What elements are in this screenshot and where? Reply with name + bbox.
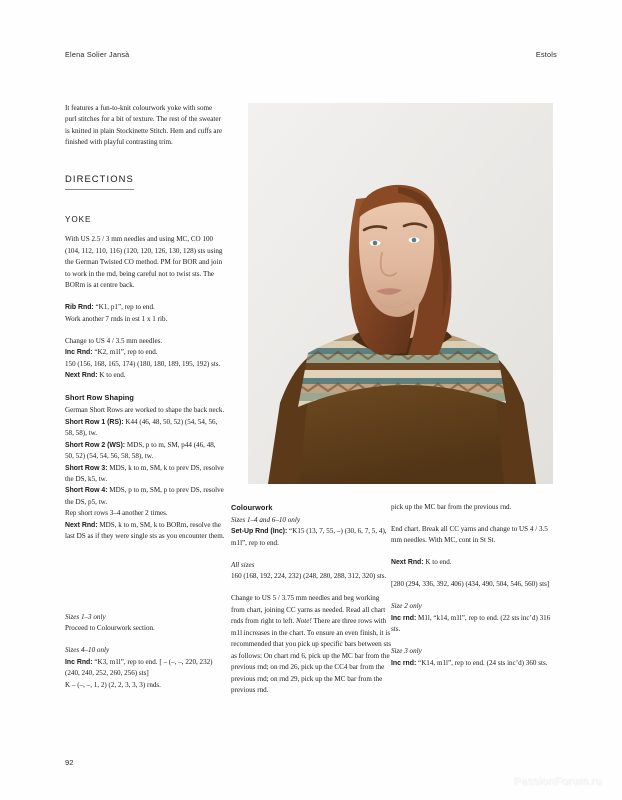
yoke-heading: YOKE xyxy=(65,215,92,225)
spacer xyxy=(391,569,556,580)
spacer xyxy=(391,591,556,602)
spacer xyxy=(231,583,391,594)
size-2-label: Size 2 only xyxy=(391,602,422,611)
running-header xyxy=(65,50,557,59)
colourwork-next-rnd-text: K to end. xyxy=(423,558,452,567)
sizes-4-10-inc-line xyxy=(65,657,225,680)
yoke-paragraph-1: With US 2.5 / 3 mm needles and using MC, CO 100 (104, 112, 110, 116) (120, 120, 126, 130, 128) sts using the German Twisted CO method. PM for BOR and join to work in the rnd, being careful not to twist sts. The BORm is at centre back. xyxy=(65,235,223,290)
short-row-1-text: K44 (46, 48, 50, 52) (54, 54, 56, 58, 58), tw. xyxy=(65,417,218,438)
short-row-3-text: MDS, k to m, SM, k to prev DS, resolve the DS, k5, tw. xyxy=(65,463,224,483)
short-row-2-text: MDS, p to m, SM, p44 (46, 48, 50, 52) (54, 54, 56, 58, 58), tw. xyxy=(65,440,216,461)
inc-rnd-text: “K2, m1l”, rep to end. xyxy=(92,348,158,357)
size-3-label: Size 3 only xyxy=(391,647,422,656)
header-pattern-name: Estols xyxy=(535,50,557,59)
change-needles-line: Change to US 4 / 3.5 mm needles. xyxy=(65,336,163,345)
colourwork-sizes-subset-label: Sizes 1–4 and 6–10 only xyxy=(231,515,300,524)
right-column xyxy=(391,502,556,669)
inc-counts-line: 150 (156, 168, 165, 174) (180, 180, 189, 195, 192) sts. xyxy=(65,359,221,368)
model-photo xyxy=(248,103,553,484)
chart-paragraph xyxy=(231,593,391,696)
yoke-next-rnd-line xyxy=(65,370,225,381)
intro-paragraph: It features a fun-to-knit colourwork yoke with some purl stitches for a bit of texture. The rest of the sweater is knitted in plain Stockinette Stitch. Hem and cuffs are finished with playful contrasting trim. xyxy=(65,104,223,147)
left-lower-offset-spacer xyxy=(65,502,225,612)
spacer xyxy=(65,292,225,303)
watermark: PassionForum.ru xyxy=(513,776,602,788)
directions-heading-wrap xyxy=(65,171,225,190)
sizes-1-3-label: Sizes 1–3 only xyxy=(65,613,106,621)
size-2-inc-label: Inc rnd: xyxy=(391,614,417,622)
colourwork-heading: Colourwork xyxy=(231,503,273,512)
sizes-4-10-inc-text: “K3, m1l”, rep to end. [ – (–, –, 220, 232) (240, 240, 252, 260, 256) sts] xyxy=(65,657,213,678)
short-row-shaping-heading: Short Row Shaping xyxy=(65,393,134,403)
short-row-next-rnd-text: MDS, k to m, SM, k to BORm, resolve the last DS as if they were single sts as you encounter them. xyxy=(65,520,225,541)
all-sizes-label: All sizes xyxy=(231,560,255,569)
spacer xyxy=(65,382,225,393)
spacer xyxy=(231,549,391,560)
short-row-rep-line: Rep short rows 3–4 another 2 times. xyxy=(65,509,168,518)
size-2-inc-text: M1l, “k14, m1l”, rep to end. (22 sts inc’d) 316 sts. xyxy=(391,613,551,634)
yoke-next-rnd-text: K to end. xyxy=(97,371,126,380)
all-sizes-counts: 160 (168, 192, 224, 232) (248, 280, 288, 312, 320) sts. xyxy=(231,572,387,581)
short-row-4-label: Short Row 4: xyxy=(65,487,108,495)
inc-rnd-line xyxy=(65,347,225,358)
yoke-next-rnd-label: Next Rnd: xyxy=(65,372,98,380)
setup-rnd-label: Set-Up Rnd (Inc): xyxy=(231,528,288,536)
spacer xyxy=(391,547,556,558)
colourwork-next-rnd xyxy=(391,557,556,568)
middle-column xyxy=(231,502,391,697)
chart-paragraph-text: Change to US 5 / 3.75 mm needles and beg working from chart, joining CC yarns as needed. Read all chart rnds from right to left. xyxy=(231,594,386,626)
chart-note-text: There are three rows with m1l increases in the chart. To ensure an even finish, it is recommended that you pick up specific bars between sts as follows: On chart rnd 6, pick up the MC bar from the previous rnd; on rnd 26, pick up the CC4 bar from the previous rnd; on rnd 29, pick up the MC bar from the previous rnd. xyxy=(231,617,391,695)
spacer xyxy=(65,325,225,336)
setup-rnd-text: “K15 (13, 7, 55, –) (30, 6, 7, 5, 4), m1l”, rep to end. xyxy=(231,527,387,547)
header-author: Elena Solier Jansà xyxy=(65,50,130,59)
spacer xyxy=(391,513,556,524)
short-row-intro: German Short Rows are worked to shape the back neck. xyxy=(65,406,225,415)
model-photo-illustration xyxy=(248,103,553,484)
page-number: 92 xyxy=(65,758,74,767)
rib-rnd-follow: Work another 7 rnds in est 1 x 1 rib. xyxy=(65,314,168,323)
left-column-upper xyxy=(65,103,225,543)
short-row-4-text: MDS, p to m, SM, p to prev DS, resolve the DS, p5, tw. xyxy=(65,486,224,506)
short-row-next-rnd-label: Next Rnd: xyxy=(65,521,98,529)
colourwork-next-rnd-label: Next Rnd: xyxy=(391,559,424,567)
short-row-3 xyxy=(65,463,225,486)
spacer xyxy=(65,635,225,646)
chart-note-label: Note! xyxy=(296,617,312,626)
size-2-inc-line xyxy=(391,613,556,636)
left-column-lower xyxy=(65,502,225,691)
size-3-inc-text: “K14, m1l”, rep to end. (24 sts inc’d) 360 sts. xyxy=(416,658,548,667)
spacer xyxy=(391,636,556,647)
page-title: DIRECTIONS xyxy=(65,171,134,190)
sizes-4-10-label: Sizes 4–10 only xyxy=(65,646,110,655)
sizes-4-10-inc-label: Inc Rnd: xyxy=(65,658,93,666)
rib-rnd-label: Rib Rnd: xyxy=(65,304,94,312)
short-row-1 xyxy=(65,417,225,440)
setup-rnd-line xyxy=(231,526,391,549)
short-row-2-label: Short Row 2 (WS): xyxy=(65,441,126,449)
inc-rnd-label: Inc Rnd: xyxy=(65,349,93,357)
short-row-2 xyxy=(65,440,225,463)
size-3-inc-line xyxy=(391,658,556,669)
rib-rnd-text: “K1, p1”, rep to end. xyxy=(93,303,155,312)
pickup-continuation: pick up the MC bar from the previous rnd. xyxy=(391,503,512,511)
bracket-counts: [280 (294, 336, 392, 406) (434, 490, 504, 546, 560) sts] xyxy=(391,580,550,589)
sizes-4-10-k-line: K – (–, –, 1, 2) (2, 2, 3, 3, 3) rnds. xyxy=(65,680,161,689)
end-chart-paragraph: End chart. Break all CC yarns and change to US 4 / 3.5 mm needles. With MC, cont in St St. xyxy=(391,524,548,545)
short-row-1-label: Short Row 1 (RS): xyxy=(65,418,124,426)
size-3-inc-label: Inc rnd: xyxy=(391,659,417,667)
short-row-3-label: Short Row 3: xyxy=(65,464,108,472)
sizes-1-3-text: Proceed to Colourwork section. xyxy=(65,624,155,633)
rib-rnd-line xyxy=(65,302,225,313)
